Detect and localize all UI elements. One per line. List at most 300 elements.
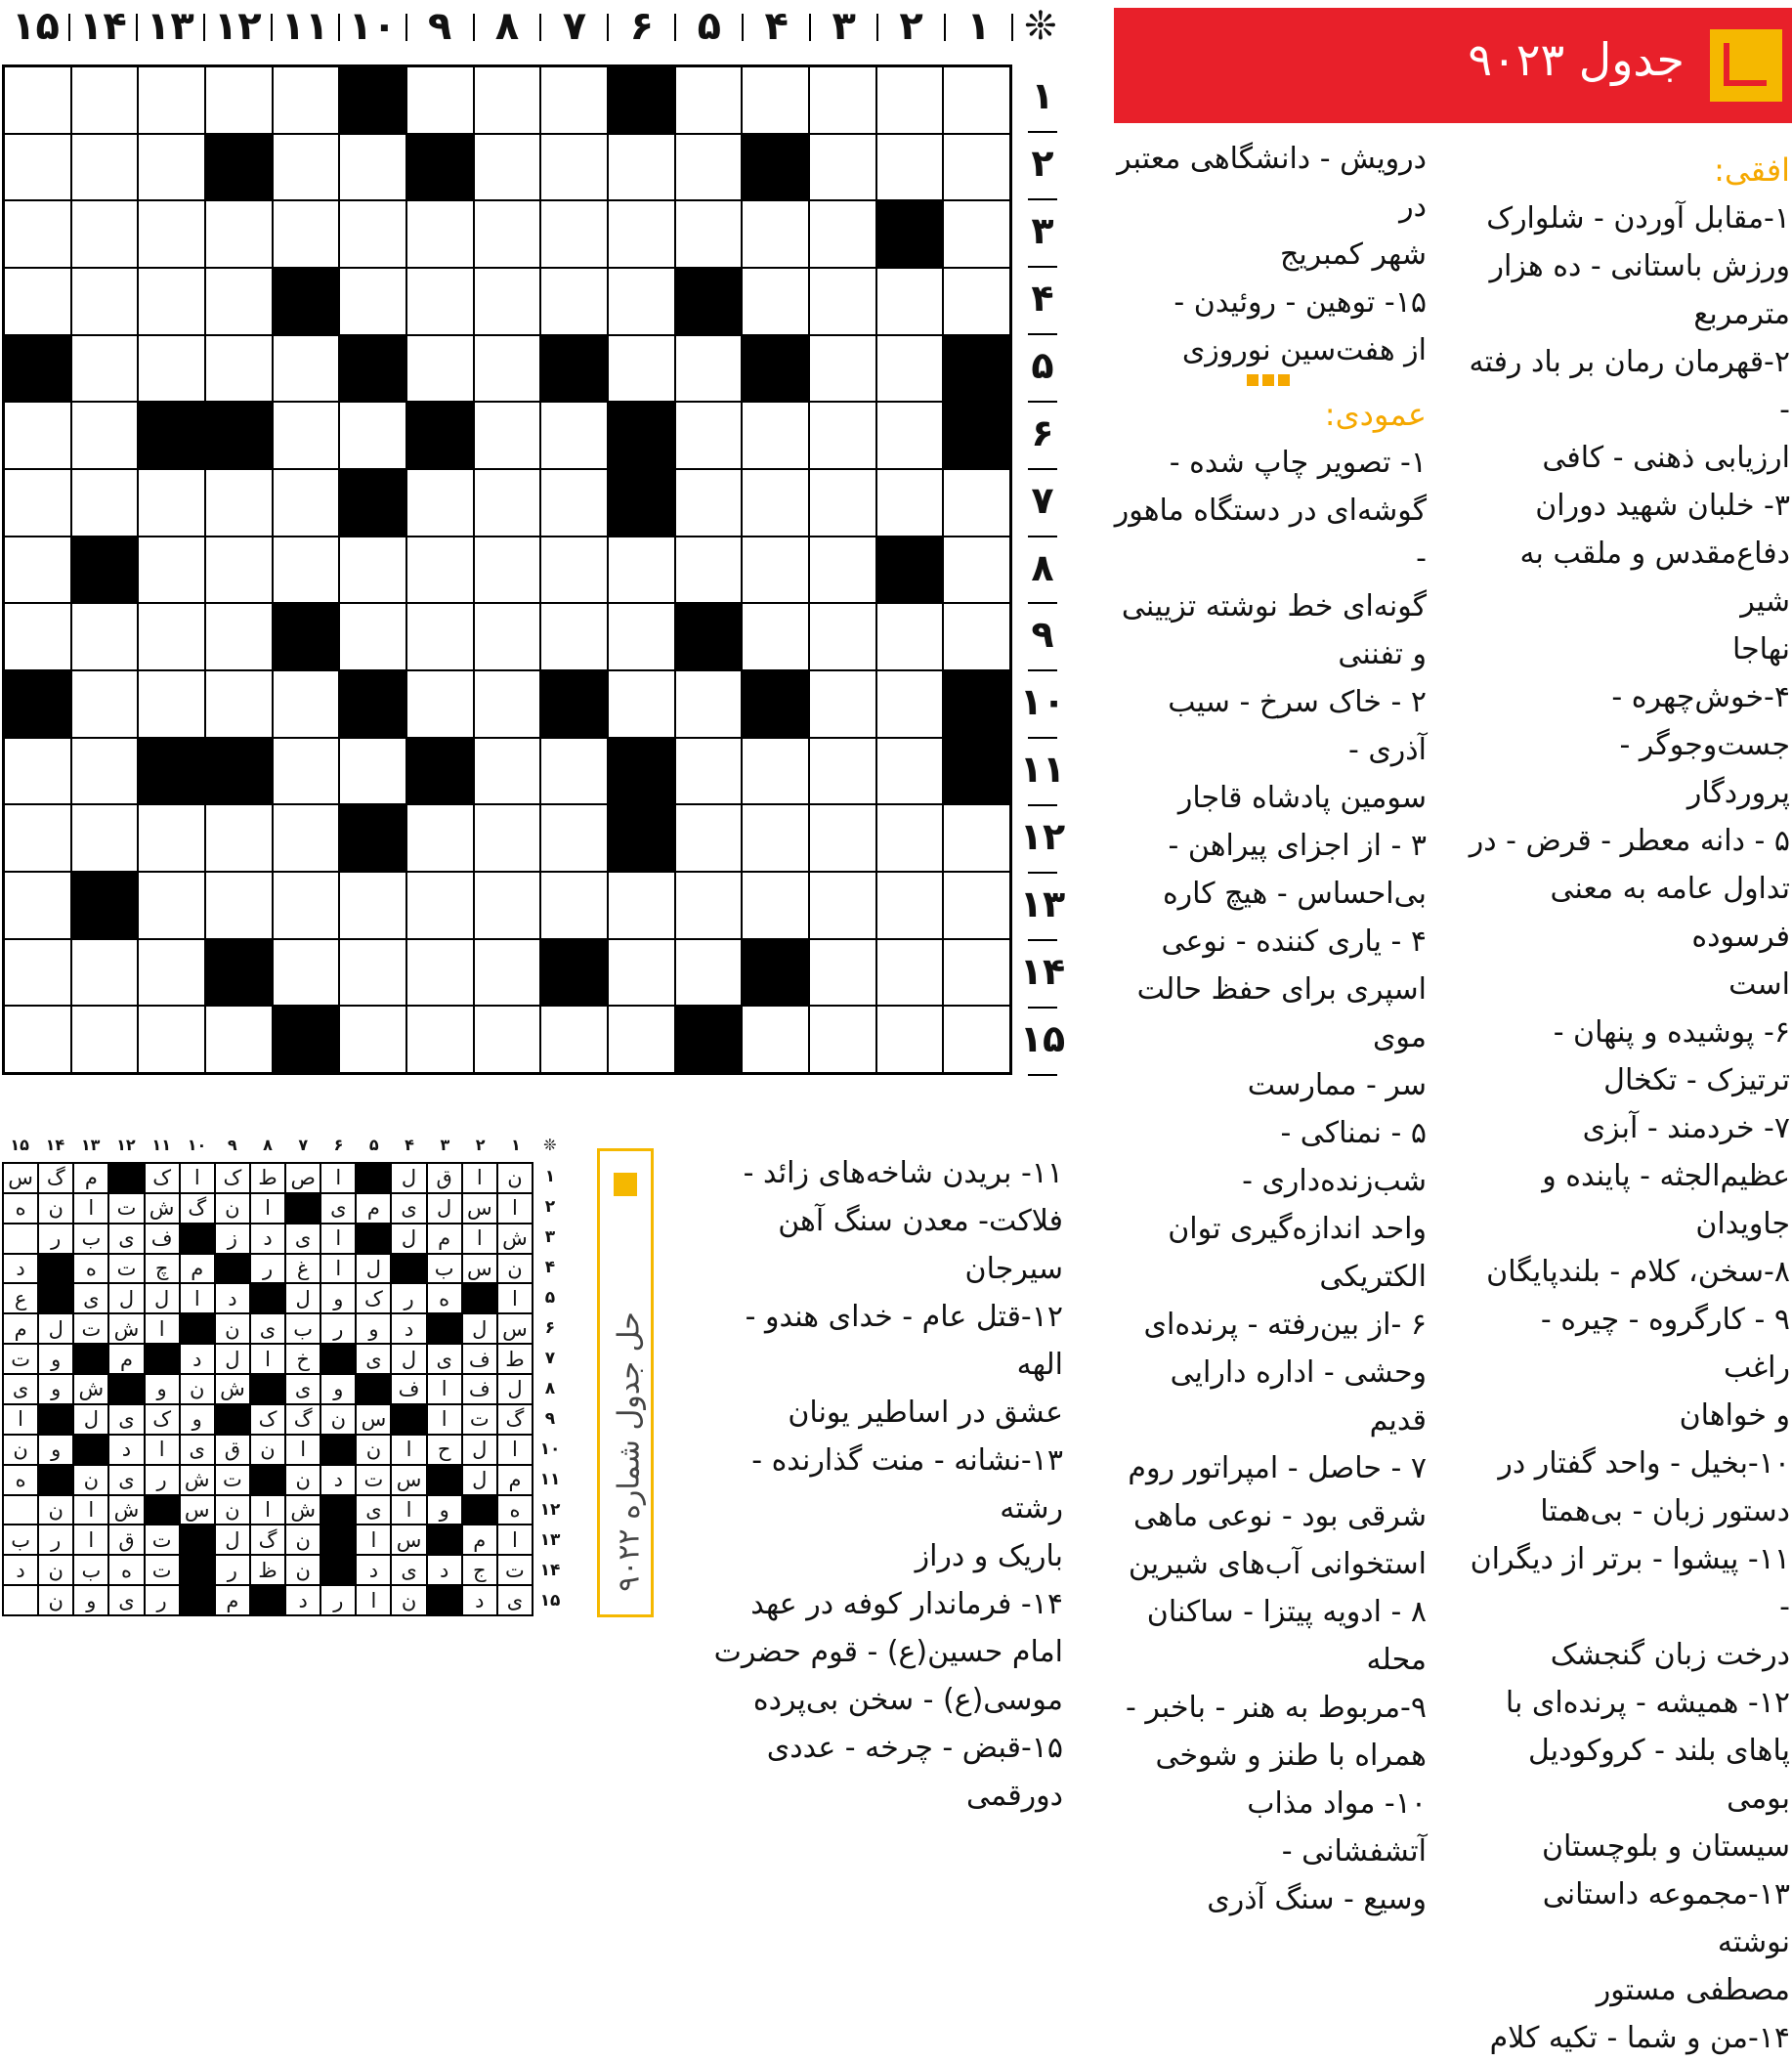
grid-cell[interactable] <box>474 872 541 939</box>
solution-row-number: ۶ <box>544 1318 556 1338</box>
grid-cell[interactable] <box>943 134 1010 201</box>
grid-cell[interactable] <box>809 738 876 805</box>
grid-cell[interactable] <box>809 469 876 537</box>
grid-cell <box>71 872 139 939</box>
grid-cell[interactable] <box>608 200 675 268</box>
grid-cell[interactable] <box>675 200 743 268</box>
solution-cell: ن <box>215 1193 250 1224</box>
solution-cell: ی <box>108 1465 144 1495</box>
grid-cell[interactable] <box>675 66 743 134</box>
grid-cell[interactable] <box>540 268 608 335</box>
grid-cell[interactable] <box>273 738 340 805</box>
grid-cell[interactable] <box>339 200 406 268</box>
solution-cell: ر <box>250 1254 285 1284</box>
grid-cell[interactable] <box>138 804 205 872</box>
grid-cell[interactable] <box>742 872 809 939</box>
grid-cell[interactable] <box>540 537 608 604</box>
grid-cell[interactable] <box>71 670 139 738</box>
grid-cell[interactable] <box>273 670 340 738</box>
solution-cell: ج <box>462 1555 497 1585</box>
grid-cell[interactable] <box>138 66 205 134</box>
grid-cell[interactable] <box>71 738 139 805</box>
row-separator <box>1028 401 1057 403</box>
grid-cell[interactable] <box>406 670 474 738</box>
solution-column-number: ۲ <box>475 1136 486 1154</box>
clue-line: امام حسین(ع) - قوم حضرت <box>713 1635 1063 1669</box>
grid-cell[interactable] <box>608 268 675 335</box>
grid-cell[interactable] <box>138 537 205 604</box>
clue-line: دستور زبان - بی‌همتا <box>1540 1494 1790 1528</box>
grid-cell[interactable] <box>71 939 139 1007</box>
grid-cell[interactable] <box>339 738 406 805</box>
grid-cell[interactable] <box>4 939 71 1007</box>
grid-cell <box>4 670 71 738</box>
grid-cell[interactable] <box>742 66 809 134</box>
grid-cell <box>138 402 205 469</box>
grid-cell <box>876 200 944 268</box>
grid-cell[interactable] <box>474 939 541 1007</box>
grid-cell[interactable] <box>675 939 743 1007</box>
solution-row-number: ۲ <box>544 1197 556 1217</box>
clue-line: شهر کمبریج <box>1280 237 1427 272</box>
grid-cell[interactable] <box>809 268 876 335</box>
grid-cell[interactable] <box>608 603 675 670</box>
solution-column-number: ۴ <box>405 1136 414 1154</box>
row-number: ۵ <box>1031 343 1054 387</box>
grid-cell[interactable] <box>474 804 541 872</box>
grid-cell[interactable] <box>608 537 675 604</box>
grid-cell[interactable] <box>540 738 608 805</box>
crossword-grid[interactable] <box>2 64 1012 1075</box>
grid-cell[interactable] <box>876 670 944 738</box>
row-number: ۱۴ <box>1019 950 1066 994</box>
solution-cell <box>108 1163 144 1193</box>
grid-cell[interactable] <box>406 603 474 670</box>
grid-cell[interactable] <box>71 469 139 537</box>
grid-cell[interactable] <box>742 200 809 268</box>
solution-cell <box>180 1224 215 1254</box>
grid-cell[interactable] <box>406 872 474 939</box>
grid-cell[interactable] <box>876 268 944 335</box>
grid-cell[interactable] <box>339 402 406 469</box>
solution-cell: ن <box>497 1163 533 1193</box>
grid-cell[interactable] <box>4 402 71 469</box>
grid-cell[interactable] <box>675 537 743 604</box>
grid-cell[interactable] <box>138 134 205 201</box>
grid-cell[interactable] <box>205 469 273 537</box>
grid-cell[interactable] <box>406 200 474 268</box>
grid-cell[interactable] <box>474 335 541 403</box>
solution-cell: ک <box>215 1163 250 1193</box>
clue-line: ۸-سخن، کلام - بلندپایگان <box>1486 1255 1790 1289</box>
grid-cell[interactable] <box>71 335 139 403</box>
row-separator <box>1028 939 1057 941</box>
clue-line: ۷- خردمند - آبزی <box>1582 1111 1790 1145</box>
grid-cell <box>675 603 743 670</box>
column-number: ۸ <box>494 4 520 49</box>
grid-cell[interactable] <box>205 804 273 872</box>
grid-cell[interactable] <box>4 268 71 335</box>
solution-cell: د <box>427 1555 462 1585</box>
clue-line: درویش - دانشگاهی معتبر در <box>1117 142 1427 224</box>
solution-cell: ت <box>356 1465 391 1495</box>
solution-cell <box>108 1374 144 1404</box>
grid-cell[interactable] <box>540 469 608 537</box>
grid-cell[interactable] <box>608 872 675 939</box>
solution-cell: ر <box>391 1283 426 1313</box>
row-number: ۱۱ <box>1019 748 1066 792</box>
puzzle-title: جدول ۹۰۲۳ <box>1468 33 1685 86</box>
grid-cell <box>205 402 273 469</box>
grid-cell[interactable] <box>339 268 406 335</box>
grid-cell[interactable] <box>406 268 474 335</box>
grid-cell[interactable] <box>4 66 71 134</box>
column-separator <box>203 14 205 41</box>
grid-cell <box>608 402 675 469</box>
grid-cell[interactable] <box>205 603 273 670</box>
grid-cell[interactable] <box>474 469 541 537</box>
solution-cell: س <box>3 1163 38 1193</box>
solution-cell: و <box>356 1313 391 1344</box>
grid-cell[interactable] <box>406 1006 474 1073</box>
grid-cell[interactable] <box>540 603 608 670</box>
grid-cell[interactable] <box>809 537 876 604</box>
grid-cell[interactable] <box>943 939 1010 1007</box>
grid-cell[interactable] <box>876 66 944 134</box>
grid-cell[interactable] <box>273 134 340 201</box>
grid-cell <box>71 537 139 604</box>
grid-cell[interactable] <box>71 268 139 335</box>
solution-cell: ی <box>427 1344 462 1374</box>
grid-cell <box>339 469 406 537</box>
grid-cell[interactable] <box>809 402 876 469</box>
grid-cell[interactable] <box>273 200 340 268</box>
grid-cell[interactable] <box>809 66 876 134</box>
solution-cell: ا <box>250 1495 285 1525</box>
clue-line: ۱۵-قبض - چرخه - عددی دورقمی <box>766 1731 1063 1813</box>
grid-cell[interactable] <box>4 603 71 670</box>
grid-cell[interactable] <box>138 1006 205 1073</box>
solution-cell: م <box>108 1344 144 1374</box>
grid-cell[interactable] <box>943 1006 1010 1073</box>
solution-row-number: ۴ <box>544 1258 556 1277</box>
solution-cell: ر <box>320 1313 356 1344</box>
grid-cell[interactable] <box>138 603 205 670</box>
small-logo-icon <box>614 1173 637 1196</box>
grid-cell[interactable] <box>474 670 541 738</box>
grid-cell[interactable] <box>474 1006 541 1073</box>
grid-cell[interactable] <box>876 738 944 805</box>
solution-cell <box>38 1465 73 1495</box>
grid-cell[interactable] <box>540 402 608 469</box>
solution-cell: ل <box>462 1313 497 1344</box>
grid-cell[interactable] <box>339 603 406 670</box>
grid-cell[interactable] <box>809 134 876 201</box>
grid-cell[interactable] <box>809 804 876 872</box>
grid-cell[interactable] <box>809 603 876 670</box>
grid-cell[interactable] <box>876 1006 944 1073</box>
grid-cell[interactable] <box>474 402 541 469</box>
grid-cell[interactable] <box>205 268 273 335</box>
grid-cell <box>205 134 273 201</box>
solution-cell: ب <box>73 1224 108 1254</box>
grid-cell[interactable] <box>4 537 71 604</box>
grid-cell[interactable] <box>742 603 809 670</box>
grid-cell[interactable] <box>205 1006 273 1073</box>
grid-cell[interactable] <box>138 200 205 268</box>
grid-cell[interactable] <box>540 804 608 872</box>
grid-cell[interactable] <box>474 268 541 335</box>
grid-cell[interactable] <box>809 335 876 403</box>
grid-cell[interactable] <box>205 66 273 134</box>
row-separator <box>1028 1074 1057 1076</box>
solution-cell <box>38 1404 73 1435</box>
clue-column-middle <box>1114 135 1427 374</box>
grid-cell[interactable] <box>4 872 71 939</box>
solution-cell: ی <box>356 1344 391 1374</box>
solution-cell <box>215 1404 250 1435</box>
grid-cell[interactable] <box>339 872 406 939</box>
grid-cell[interactable] <box>675 402 743 469</box>
grid-cell[interactable] <box>138 335 205 403</box>
grid-cell[interactable] <box>474 66 541 134</box>
solution-cell: ن <box>285 1555 320 1585</box>
grid-cell[interactable] <box>943 200 1010 268</box>
grid-cell[interactable] <box>540 134 608 201</box>
solution-cell: ش <box>285 1495 320 1525</box>
grid-cell[interactable] <box>474 134 541 201</box>
column-separator <box>876 14 878 41</box>
grid-cell[interactable] <box>943 537 1010 604</box>
solution-cell: ا <box>180 1163 215 1193</box>
grid-cell[interactable] <box>540 66 608 134</box>
clue-line: است <box>1728 967 1790 1002</box>
column-separator <box>539 14 541 41</box>
solution-cell: ن <box>250 1435 285 1465</box>
grid-cell[interactable] <box>876 804 944 872</box>
clue-line: مصطفی مستور <box>1596 1973 1790 2007</box>
grid-cell[interactable] <box>406 939 474 1007</box>
grid-cell[interactable] <box>809 939 876 1007</box>
grid-cell[interactable] <box>273 804 340 872</box>
grid-cell[interactable] <box>943 804 1010 872</box>
clue-line: ۱۲- همیشه - پرنده‌ای با <box>1505 1686 1790 1720</box>
grid-cell[interactable] <box>205 335 273 403</box>
solution-cell: ص <box>285 1163 320 1193</box>
grid-cell <box>339 804 406 872</box>
grid-cell[interactable] <box>742 402 809 469</box>
grid-cell[interactable] <box>339 134 406 201</box>
grid-cell[interactable] <box>273 537 340 604</box>
grid-cell[interactable] <box>71 66 139 134</box>
grid-cell[interactable] <box>4 134 71 201</box>
grid-cell[interactable] <box>675 804 743 872</box>
grid-cell[interactable] <box>876 939 944 1007</box>
solution-cell <box>356 1374 391 1404</box>
grid-cell[interactable] <box>4 200 71 268</box>
grid-cell[interactable] <box>943 268 1010 335</box>
clue-line: سر - ممارست <box>1247 1068 1427 1102</box>
grid-cell[interactable] <box>540 1006 608 1073</box>
grid-cell[interactable] <box>474 738 541 805</box>
solution-cell: س <box>497 1313 533 1344</box>
grid-cell[interactable] <box>406 804 474 872</box>
grid-cell[interactable] <box>876 603 944 670</box>
grid-cell[interactable] <box>71 402 139 469</box>
grid-cell[interactable] <box>675 670 743 738</box>
solution-cell: ل <box>38 1313 73 1344</box>
grid-cell[interactable] <box>742 738 809 805</box>
row-number: ۴ <box>1031 276 1054 320</box>
grid-cell[interactable] <box>943 603 1010 670</box>
clue-line: ۴ - یاری کننده - نوعی <box>1161 924 1427 959</box>
grid-cell[interactable] <box>675 335 743 403</box>
grid-cell[interactable] <box>339 537 406 604</box>
column-separator <box>136 14 138 41</box>
solution-cell: ش <box>215 1374 250 1404</box>
grid-cell[interactable] <box>4 469 71 537</box>
grid-cell[interactable] <box>273 872 340 939</box>
grid-cell[interactable] <box>608 670 675 738</box>
clue-line: ۸ - ادویه پیتزا - ساکنان <box>1146 1595 1427 1629</box>
grid-cell[interactable] <box>876 335 944 403</box>
solution-cell <box>356 1224 391 1254</box>
grid-cell[interactable] <box>406 66 474 134</box>
clue-line: گونه‌ای خط نوشته تزیینی <box>1121 589 1427 623</box>
grid-cell[interactable] <box>876 134 944 201</box>
grid-cell[interactable] <box>138 670 205 738</box>
grid-cell[interactable] <box>876 872 944 939</box>
column-number: ۱۰ <box>348 4 397 49</box>
grid-cell[interactable] <box>742 469 809 537</box>
grid-cell <box>742 335 809 403</box>
grid-cell[interactable] <box>138 469 205 537</box>
grid-cell[interactable] <box>273 66 340 134</box>
grid-cell[interactable] <box>540 872 608 939</box>
grid-cell[interactable] <box>273 335 340 403</box>
grid-cell[interactable] <box>205 200 273 268</box>
grid-cell[interactable] <box>4 1006 71 1073</box>
grid-cell[interactable] <box>943 469 1010 537</box>
solution-cell: ا <box>285 1435 320 1465</box>
grid-cell[interactable] <box>71 200 139 268</box>
grid-cell[interactable] <box>474 200 541 268</box>
grid-cell[interactable] <box>540 200 608 268</box>
solution-cell: ه <box>427 1283 462 1313</box>
grid-cell <box>876 537 944 604</box>
grid-cell[interactable] <box>71 603 139 670</box>
grid-cell[interactable] <box>809 670 876 738</box>
grid-cell[interactable] <box>943 872 1010 939</box>
grid-cell[interactable] <box>406 335 474 403</box>
clue-line: تداول عامه به معنی فرسوده <box>1550 872 1790 954</box>
grid-cell[interactable] <box>71 804 139 872</box>
grid-cell[interactable] <box>205 872 273 939</box>
grid-cell[interactable] <box>742 537 809 604</box>
grid-cell[interactable] <box>809 1006 876 1073</box>
grid-cell[interactable] <box>675 469 743 537</box>
grid-cell[interactable] <box>205 670 273 738</box>
grid-cell[interactable] <box>273 469 340 537</box>
solution-cell: گ <box>38 1163 73 1193</box>
grid-cell[interactable] <box>474 537 541 604</box>
grid-cell[interactable] <box>876 402 944 469</box>
grid-cell[interactable] <box>4 804 71 872</box>
grid-cell[interactable] <box>474 603 541 670</box>
grid-cell[interactable] <box>876 469 944 537</box>
column-number: ۱۳ <box>146 4 194 49</box>
solution-cell: ن <box>285 1465 320 1495</box>
grid-cell[interactable] <box>675 738 743 805</box>
grid-cell[interactable] <box>608 335 675 403</box>
grid-cell[interactable] <box>273 939 340 1007</box>
grid-cell[interactable] <box>406 469 474 537</box>
solution-cell: غ <box>285 1254 320 1284</box>
row-number: ۸ <box>1031 545 1054 589</box>
column-separator <box>338 14 340 41</box>
grid-cell[interactable] <box>71 134 139 201</box>
across-clues <box>1468 147 1790 2062</box>
grid-cell[interactable] <box>138 268 205 335</box>
grid-cell[interactable] <box>742 804 809 872</box>
grid-cell[interactable] <box>675 134 743 201</box>
grid-cell[interactable] <box>339 1006 406 1073</box>
solution-cell: ا <box>427 1404 462 1435</box>
clue-line: مترمربع <box>1693 297 1790 331</box>
grid-cell[interactable] <box>205 537 273 604</box>
grid-cell[interactable] <box>4 738 71 805</box>
solution-cell: ل <box>391 1163 426 1193</box>
solution-cell <box>427 1313 462 1344</box>
grid-cell[interactable] <box>809 872 876 939</box>
grid-cell[interactable] <box>71 1006 139 1073</box>
solution-cell: و <box>73 1585 108 1615</box>
grid-cell[interactable] <box>608 939 675 1007</box>
grid-cell[interactable] <box>138 872 205 939</box>
solution-cell: م <box>215 1585 250 1615</box>
grid-cell[interactable] <box>339 939 406 1007</box>
grid-cell[interactable] <box>742 268 809 335</box>
clue-line: بی‌احساس - هیچ کاره <box>1162 877 1427 911</box>
grid-cell[interactable] <box>943 66 1010 134</box>
solution-cell: ن <box>391 1585 426 1615</box>
solution-cell: ش <box>73 1374 108 1404</box>
solution-column-number: ۸ <box>263 1136 273 1154</box>
solution-cell: د <box>391 1313 426 1344</box>
solution-cell: ق <box>215 1435 250 1465</box>
solution-cell <box>250 1585 285 1615</box>
solution-cell: ت <box>73 1313 108 1344</box>
solution-cell: ی <box>285 1224 320 1254</box>
solution-cell: ل <box>391 1344 426 1374</box>
grid-cell[interactable] <box>608 1006 675 1073</box>
grid-cell[interactable] <box>406 537 474 604</box>
grid-cell <box>406 738 474 805</box>
grid-cell[interactable] <box>675 872 743 939</box>
puzzle-header <box>1114 8 1792 123</box>
grid-cell <box>608 738 675 805</box>
solution-cell: ی <box>108 1404 144 1435</box>
grid-cell <box>339 335 406 403</box>
grid-cell[interactable] <box>608 134 675 201</box>
solution-cell: ن <box>215 1495 250 1525</box>
grid-cell[interactable] <box>809 200 876 268</box>
grid-cell[interactable] <box>273 402 340 469</box>
grid-cell[interactable] <box>742 1006 809 1073</box>
grid-cell[interactable] <box>138 939 205 1007</box>
solution-cell <box>73 1344 108 1374</box>
solution-cell <box>3 1495 38 1525</box>
